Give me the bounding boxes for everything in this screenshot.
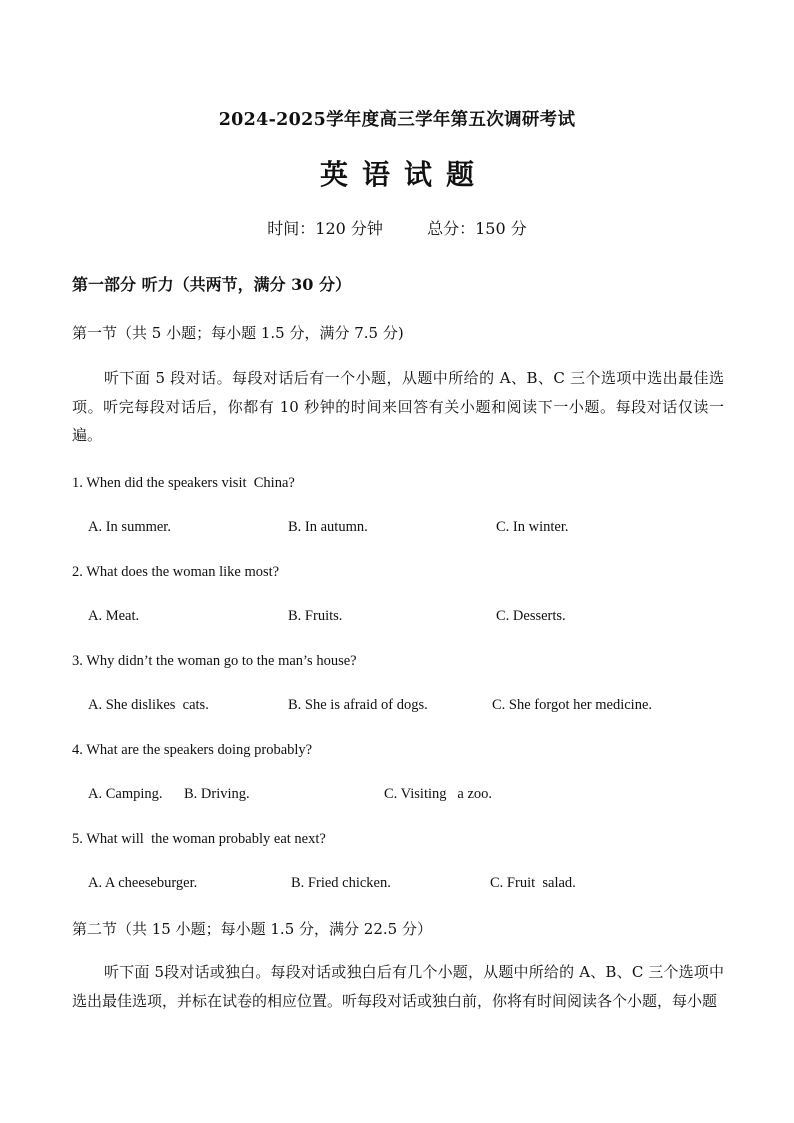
option-a: A. A cheeseburger. — [88, 875, 198, 891]
exam-title: 2024-2025学年度高三学年第五次调研考试 — [218, 110, 576, 130]
option-b: B. In autumn. — [288, 519, 368, 535]
exam-meta — [0, 216, 794, 239]
option-c: C. Desserts. — [496, 608, 566, 624]
section2-instructions: 听下面 5段对话或独白。每段对话或独白后有几个小题，从题中所给的 A、B、C 三个选项中选出最佳选项，并标在试卷的相应位置。听每段对话或独白前，你将有时间阅读各个小题，每小题 — [72, 963, 724, 1010]
option-c: C. She forgot her medicine. — [492, 697, 653, 713]
question-stem: 1. When did the speakers visit China? — [72, 475, 295, 491]
option-b: B. Fried chicken. — [291, 875, 391, 891]
option-a: A. She dislikes cats. — [88, 697, 209, 713]
section2-heading: 第二节（共 15 小题；每小题 1.5 分，满分 22.5 分） — [72, 920, 432, 938]
subject-title: 英语试题 — [319, 158, 488, 191]
section1-instructions: 听下面 5 段对话。每段对话后有一个小题，从题中所给的 A、B、C 三个选项中选出最佳选项。听完每段对话后，你都有 10 秒钟的时间来回答有关小题和阅读下一小题。每段对话仅读一遍。 — [72, 369, 724, 444]
score-label: 总分：150 分 — [427, 219, 527, 238]
section1-heading: 第一节（共 5 小题；每小题 1.5 分，满分 7.5 分) — [72, 324, 404, 342]
option-c: C. Visiting a zoo. — [384, 786, 493, 802]
option-c: C. Fruit salad. — [490, 875, 576, 891]
time-label: 时间：120 分钟 — [267, 219, 383, 238]
question-stem: 2. What does the woman like most? — [72, 564, 280, 580]
option-c: C. In winter. — [496, 519, 569, 535]
part-heading: 第一部分 听力（共两节，满分 30 分） — [72, 275, 351, 294]
option-a: A. In summer. — [88, 519, 171, 535]
option-a: A. Camping. — [88, 786, 163, 802]
question-stem: 5. What will the woman probably eat next? — [72, 831, 326, 847]
question-stem: 3. Why didn’t the woman go to the man’s house? — [72, 653, 357, 669]
option-b: B. Fruits. — [288, 608, 343, 624]
option-b: B. She is afraid of dogs. — [288, 697, 428, 713]
option-b: B. Driving. — [184, 786, 250, 802]
option-a: A. Meat. — [88, 608, 140, 624]
question-stem: 4. What are the speakers doing probably? — [72, 742, 313, 758]
